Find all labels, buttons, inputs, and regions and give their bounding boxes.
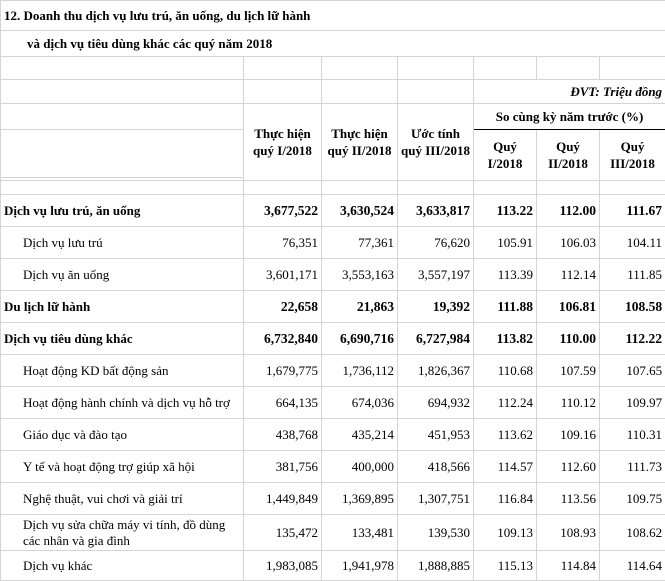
pct-q1: 116.84	[474, 483, 537, 515]
table-row	[1, 195, 665, 227]
header-cmp-q2: Quý II/2018	[537, 130, 600, 181]
value-q2: 1,369,895	[322, 483, 398, 515]
pct-q1: 111.88	[474, 291, 537, 323]
header-cmp-q3: Quý III/2018	[600, 130, 665, 181]
header-col-q1: Thực hiện quý I/2018	[244, 104, 322, 181]
row-label: Dịch vụ khác	[1, 551, 244, 581]
pct-q1: 112.24	[474, 387, 537, 419]
value-q3: 3,633,817	[398, 195, 474, 227]
table-title-line1: 12. Doanh thu dịch vụ lưu trú, ăn uống, du lịch lữ hành	[1, 1, 665, 31]
value-q3: 6,727,984	[398, 323, 474, 355]
value-q2: 1,736,112	[322, 355, 398, 387]
value-q1: 1,983,085	[244, 551, 322, 581]
pct-q1: 114.57	[474, 451, 537, 483]
pct-q1: 113.62	[474, 419, 537, 451]
pct-q2: 106.03	[537, 227, 600, 259]
pct-q3: 111.73	[600, 451, 665, 483]
value-q3: 1,888,885	[398, 551, 474, 581]
table-row	[1, 515, 665, 551]
value-q2: 133,481	[322, 515, 398, 551]
pct-q3: 109.75	[600, 483, 665, 515]
value-q2: 674,036	[322, 387, 398, 419]
pct-q3: 104.11	[600, 227, 665, 259]
value-q2: 21,863	[322, 291, 398, 323]
value-q1: 135,472	[244, 515, 322, 551]
table-row	[1, 451, 665, 483]
pct-q3: 111.85	[600, 259, 665, 291]
table-row	[1, 323, 665, 355]
value-q3: 3,557,197	[398, 259, 474, 291]
table-row	[1, 551, 665, 581]
row-label: Y tế và hoạt động trợ giúp xã hội	[1, 451, 244, 483]
row-label: Nghệ thuật, vui chơi và giải trí	[1, 483, 244, 515]
value-q2: 6,690,716	[322, 323, 398, 355]
row-label: Dịch vụ ăn uống	[1, 259, 244, 291]
value-q2: 77,361	[322, 227, 398, 259]
value-q2: 3,630,524	[322, 195, 398, 227]
value-q1: 1,679,775	[244, 355, 322, 387]
row-label: Dịch vụ lưu trú	[1, 227, 244, 259]
value-q1: 3,601,171	[244, 259, 322, 291]
pct-q1: 115.13	[474, 551, 537, 581]
pct-q2: 110.00	[537, 323, 600, 355]
pct-q3: 108.62	[600, 515, 665, 551]
pct-q3: 109.97	[600, 387, 665, 419]
pct-q3: 114.64	[600, 551, 665, 581]
value-q2: 435,214	[322, 419, 398, 451]
pct-q3: 107.65	[600, 355, 665, 387]
value-q1: 438,768	[244, 419, 322, 451]
row-label: Dịch vụ tiêu dùng khác	[1, 323, 244, 355]
pct-q1: 110.68	[474, 355, 537, 387]
value-q3: 1,826,367	[398, 355, 474, 387]
value-q1: 6,732,840	[244, 323, 322, 355]
header-cmp-q1: Quý I/2018	[474, 130, 537, 181]
pct-q1: 105.91	[474, 227, 537, 259]
value-q1: 1,449,849	[244, 483, 322, 515]
pct-q2: 110.12	[537, 387, 600, 419]
value-q3: 1,307,751	[398, 483, 474, 515]
pct-q1: 109.13	[474, 515, 537, 551]
pct-q3: 110.31	[600, 419, 665, 451]
table-row	[1, 259, 665, 291]
value-q3: 139,530	[398, 515, 474, 551]
pct-q2: 109.16	[537, 419, 600, 451]
table-row	[1, 483, 665, 515]
table-row	[1, 227, 665, 259]
header-col-q3: Ước tính quý III/2018	[398, 104, 474, 181]
header-compare-group: So cùng kỳ năm trước (%)	[474, 104, 665, 130]
pct-q1: 113.22	[474, 195, 537, 227]
pct-q2: 108.93	[537, 515, 600, 551]
pct-q3: 112.22	[600, 323, 665, 355]
value-q1: 76,351	[244, 227, 322, 259]
table-title-line2: và dịch vụ tiêu dùng khác các quý năm 2018	[1, 31, 665, 57]
row-label: Du lịch lữ hành	[1, 291, 244, 323]
row-label: Dịch vụ lưu trú, ăn uống	[1, 195, 244, 227]
pct-q1: 113.82	[474, 323, 537, 355]
row-label: Dịch vụ sửa chữa máy vi tính, đồ dùng các nhân và gia đình	[1, 515, 244, 551]
pct-q2: 106.81	[537, 291, 600, 323]
value-q3: 694,932	[398, 387, 474, 419]
pct-q2: 107.59	[537, 355, 600, 387]
value-q3: 19,392	[398, 291, 474, 323]
unit-label: ĐVT: Triệu đồng	[474, 80, 665, 104]
table-row	[1, 419, 665, 451]
row-label: Giáo dục và đào tạo	[1, 419, 244, 451]
value-q2: 1,941,978	[322, 551, 398, 581]
row-label: Hoạt động hành chính và dịch vụ hỗ trợ	[1, 387, 244, 419]
value-q1: 664,135	[244, 387, 322, 419]
pct-q1: 113.39	[474, 259, 537, 291]
table-row	[1, 387, 665, 419]
value-q3: 451,953	[398, 419, 474, 451]
pct-q3: 108.58	[600, 291, 665, 323]
header-col-q2: Thực hiện quý II/2018	[322, 104, 398, 181]
value-q2: 3,553,163	[322, 259, 398, 291]
pct-q2: 113.56	[537, 483, 600, 515]
value-q1: 3,677,522	[244, 195, 322, 227]
value-q3: 418,566	[398, 451, 474, 483]
pct-q2: 112.60	[537, 451, 600, 483]
table-row	[1, 355, 665, 387]
pct-q3: 111.67	[600, 195, 665, 227]
pct-q2: 112.14	[537, 259, 600, 291]
value-q1: 22,658	[244, 291, 322, 323]
pct-q2: 114.84	[537, 551, 600, 581]
row-label: Hoạt động KD bất động sản	[1, 355, 244, 387]
value-q2: 400,000	[322, 451, 398, 483]
pct-q2: 112.00	[537, 195, 600, 227]
value-q3: 76,620	[398, 227, 474, 259]
value-q1: 381,756	[244, 451, 322, 483]
table-row	[1, 291, 665, 323]
